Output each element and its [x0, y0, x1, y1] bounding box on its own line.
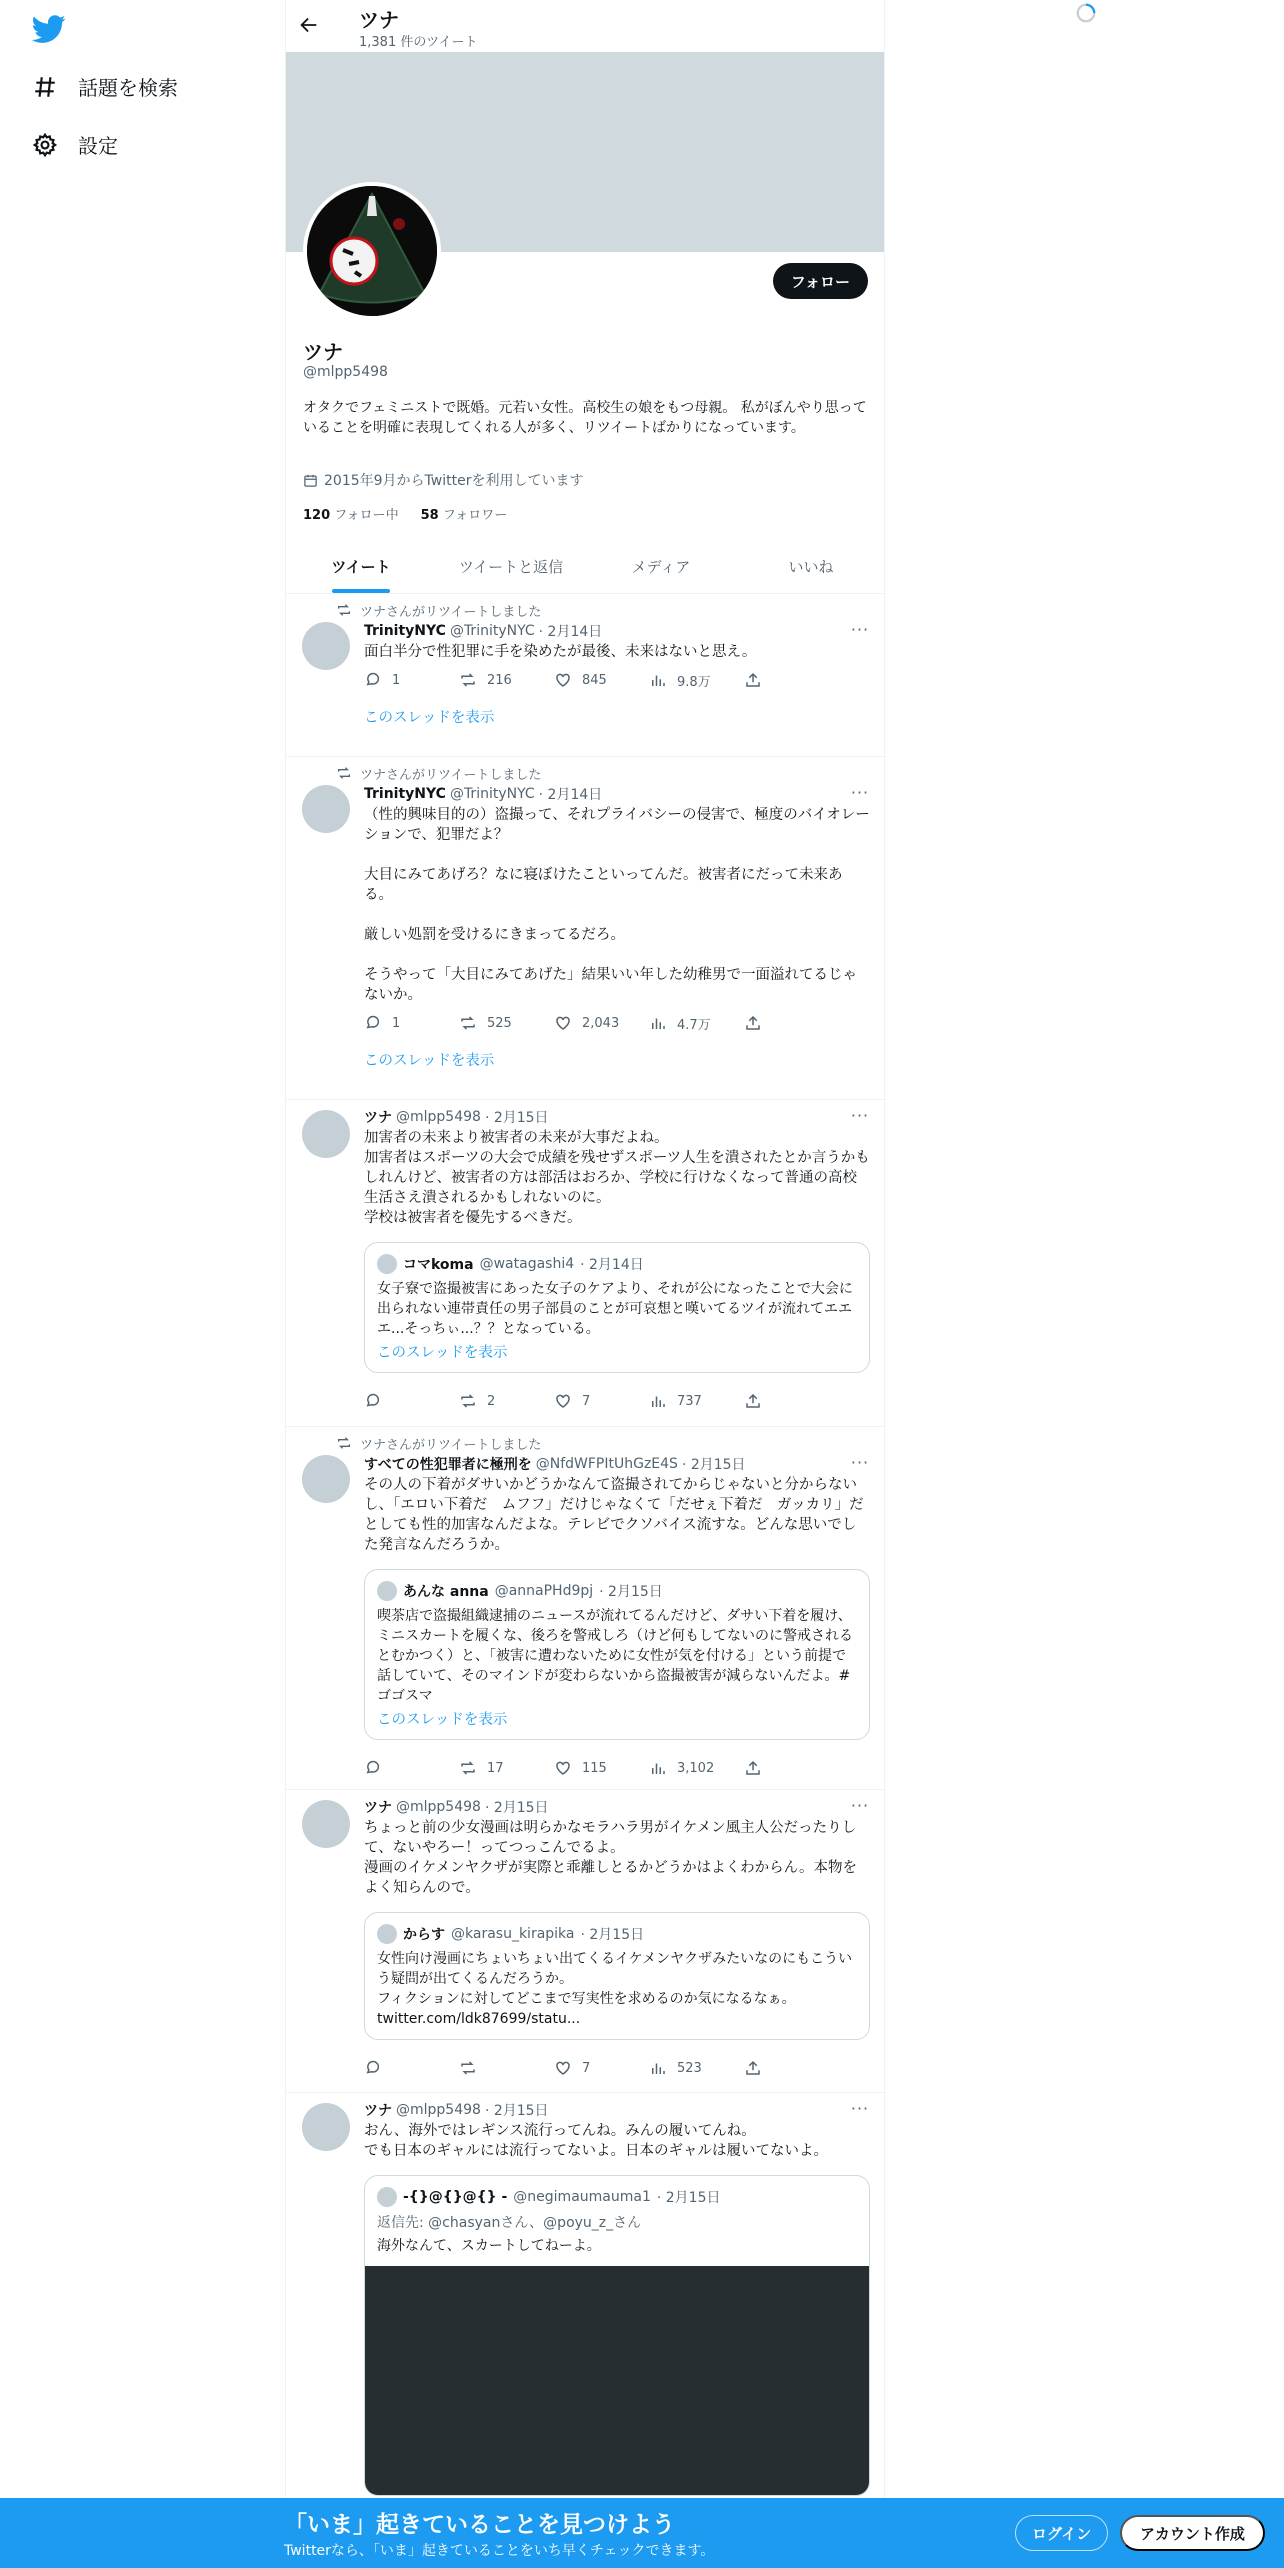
timeline: [286, 594, 885, 2500]
quote-date: · 2月15日: [580, 1927, 645, 1943]
retweet-icon: [459, 1759, 477, 1777]
quote-avatar: [377, 1924, 397, 1944]
onigiri-avatar-image: [307, 186, 437, 316]
followers-link[interactable]: [421, 504, 508, 523]
retweet-button[interactable]: [459, 1759, 554, 1777]
follow-button[interactable]: フォロー: [773, 263, 868, 299]
tweet-author-handle[interactable]: @NfdWFPItUhGzE4S: [535, 1456, 678, 1472]
profile-joined: [303, 470, 583, 490]
signup-banner: [0, 2498, 1284, 2568]
tweet-author-handle[interactable]: @TrinityNYC: [449, 786, 535, 802]
quote-text: 女性向け漫画にちょいちょい出てくるイケメンヤクザみたいなのにもこういう疑問が出てくるんだろうか。 フィクションに対してどこまで写実性を求めるのか気になるなぁ。: [377, 1951, 853, 2007]
gear-icon: [32, 132, 58, 158]
loading-spinner-icon: [1075, 2, 1097, 24]
login-button[interactable]: ログイン: [1015, 2515, 1108, 2551]
quote-reply-to: 返信先: @chasyanさん、@poyu_z_さん: [377, 2215, 642, 2231]
retweet-button[interactable]: [459, 1392, 554, 1410]
quote-author-handle: @karasu_kirapika: [451, 1926, 575, 1942]
retweet-icon: [336, 602, 352, 618]
tweet-text: その人の下着がダサいかどうかなんて盗撮されてからじゃないと分からないし、「エロい下着だ ムフフ」だけじゃなくて「だせぇ下着だ ガッカリ」だとしても性的加害なんだよな。テレビでクソバイス流すな。どんな思いでした発言なんだろうか。: [364, 1477, 864, 1553]
retweet-icon: [336, 765, 352, 781]
following-count: 120: [303, 508, 331, 523]
views-button[interactable]: [649, 2059, 744, 2077]
share-icon: [744, 2059, 762, 2077]
twitter-bird-icon[interactable]: [32, 12, 66, 46]
tweet-author-handle[interactable]: @mlpp5498: [396, 1799, 481, 1815]
tweet-author-name[interactable]: TrinityNYC: [364, 786, 446, 802]
tweet-avatar[interactable]: [302, 1110, 350, 1158]
quote-date: · 2月15日: [599, 1584, 663, 1600]
quote-date: · 2月14日: [580, 1257, 644, 1273]
retweet-count: 525: [487, 1015, 512, 1031]
tweet-avatar[interactable]: [302, 2103, 350, 2151]
like-count: 845: [582, 672, 607, 688]
more-icon[interactable]: ···: [850, 1453, 870, 1472]
quote-author-handle: @watagashi4: [479, 1256, 575, 1272]
quote-avatar: [377, 1254, 397, 1274]
reply-icon: [364, 1014, 382, 1032]
heart-icon: [554, 1392, 572, 1410]
heart-icon: [554, 1759, 572, 1777]
retweet-label: ツナさんがリツイートしました: [360, 767, 542, 783]
reply-button[interactable]: [364, 671, 459, 689]
nav-explore-label: 話題を検索: [78, 76, 178, 100]
tab-likes[interactable]: いいね: [788, 558, 834, 576]
hashtag-icon: [32, 74, 58, 100]
share-button[interactable]: [744, 1392, 774, 1410]
view-count: 3,102: [677, 1760, 715, 1776]
retweet-button[interactable]: [459, 1014, 554, 1032]
tweet-avatar[interactable]: [302, 1455, 350, 1503]
quote-thread-link[interactable]: このスレッドを表示: [377, 1345, 508, 1361]
quote-header: [377, 1580, 857, 1602]
reply-button[interactable]: [364, 1014, 459, 1032]
calendar-icon: [303, 473, 318, 488]
retweet-label: ツナさんがリツイートしました: [360, 604, 542, 620]
tweet-author-name[interactable]: TrinityNYC: [364, 623, 446, 639]
tweet[interactable]: [286, 594, 885, 757]
tweet-header: [364, 783, 870, 805]
views-button[interactable]: [649, 671, 744, 690]
header-name: ツナ: [359, 8, 399, 32]
more-icon[interactable]: ···: [850, 2099, 870, 2118]
profile-name: ツナ: [303, 340, 343, 364]
tweet-actions: [364, 662, 870, 698]
show-thread-link[interactable]: このスレッドを表示: [364, 1052, 495, 1069]
retweet-icon: [336, 1435, 352, 1451]
view-count: 9.8万: [677, 674, 711, 690]
share-icon: [744, 671, 762, 689]
profile-joined-text: 2015年9月からTwitterを利用しています: [324, 473, 584, 489]
retweet-icon: [459, 2059, 477, 2077]
share-icon: [744, 1014, 762, 1032]
quote-author-name: -{}@{}@{} -: [403, 2189, 508, 2205]
nav-settings[interactable]: [32, 130, 118, 159]
heart-icon: [554, 2059, 572, 2077]
tab-media[interactable]: メディア: [631, 558, 691, 576]
tweet[interactable]: [286, 1100, 885, 1427]
analytics-icon: [649, 1014, 667, 1032]
tweet-date[interactable]: · 2月15日: [681, 1457, 746, 1473]
quote-thread-link[interactable]: このスレッドを表示: [377, 1712, 508, 1728]
profile-avatar[interactable]: [303, 182, 441, 320]
profile-header-bar: [286, 0, 884, 52]
quoted-tweet[interactable]: [364, 1569, 870, 1740]
more-icon[interactable]: ···: [850, 1106, 870, 1125]
like-button[interactable]: [554, 1759, 649, 1777]
tweet-author-handle[interactable]: @mlpp5498: [396, 2102, 481, 2118]
quote-text: 喫茶店で盗撮組織逮捕のニュースが流れてるんだけど、ダサい下着を履け、ミニスカートを履くな、後ろを警戒しろ（けど何もしてないのに警戒されるとむかつく）と、「被害に遭わないために女性が気を付ける」という前提で話していて、そのマインドが変わらないから盗撮被害が減らないんだよ。#ゴゴスマ: [377, 1608, 853, 1704]
heart-icon: [554, 1014, 572, 1032]
tweet[interactable]: [286, 1790, 885, 2093]
tab-tweets-replies[interactable]: ツイートと返信: [458, 558, 564, 576]
quote-avatar: [377, 2187, 397, 2207]
quote-author-handle: @negimaumauma1: [513, 2189, 651, 2205]
tweet-author-name[interactable]: ツナ: [364, 2103, 392, 2119]
tweet-header: [364, 2099, 870, 2121]
views-button[interactable]: [649, 1014, 744, 1033]
heart-icon: [554, 671, 572, 689]
reply-button[interactable]: [364, 1392, 459, 1410]
quote-header: [377, 2186, 857, 2208]
tweet-avatar[interactable]: [302, 622, 350, 670]
tweet-header: [364, 1796, 870, 1818]
more-icon[interactable]: ···: [850, 1796, 870, 1815]
like-button[interactable]: [554, 671, 649, 689]
retweet-count: 17: [487, 1760, 504, 1776]
retweet-count: 216: [487, 672, 512, 688]
retweet-button[interactable]: [459, 2059, 554, 2077]
retweet-icon: [459, 671, 477, 689]
retweet-indicator: [336, 600, 870, 620]
tweet-actions: [364, 1005, 870, 1041]
tweet-date[interactable]: · 2月15日: [484, 2103, 549, 2119]
tweet-actions: [364, 1383, 870, 1419]
views-button[interactable]: [649, 1392, 744, 1410]
quote-author-handle: @annaPHd9pj: [494, 1583, 594, 1599]
like-count: 7: [582, 1393, 591, 1409]
share-button[interactable]: [744, 671, 774, 689]
tweet-text: 加害者の未来より被害者の未来が大事だよね。 加害者はスポーツの大会で成績を残せずスポーツ人生を潰されたとか言うかもしれんけど、被害者の方は部活はおろか、学校に行けなくなって普通の高校生活さえ潰されるかもしれないのに。 学校は被害者を優先するべきだ。: [364, 1130, 870, 1226]
share-button[interactable]: [744, 1014, 774, 1032]
main-column: [285, 0, 885, 2500]
tweet-text: 面白半分で性犯罪に手を染めたが最後、未来はないと思え。: [364, 644, 757, 660]
profile-follow-stats: [303, 504, 507, 523]
followers-count: 58: [420, 508, 439, 523]
show-thread-link[interactable]: このスレッドを表示: [364, 709, 495, 726]
retweet-icon: [459, 1392, 477, 1410]
retweet-label: ツナさんがリツイートしました: [360, 1437, 542, 1453]
retweet-indicator: [336, 763, 870, 783]
view-count: 523: [677, 2060, 702, 2076]
following-link[interactable]: [303, 504, 399, 523]
quoted-tweet[interactable]: [364, 1242, 870, 1373]
signup-banner-title: 「いま」起きていることを見つけよう: [284, 2512, 675, 2538]
views-button[interactable]: [649, 1759, 744, 1777]
tweet-avatar[interactable]: [302, 785, 350, 833]
analytics-icon: [649, 2059, 667, 2077]
tweet[interactable]: [286, 1427, 885, 1790]
retweet-count: 2: [487, 1393, 496, 1409]
quote-text: 女子寮で盗撮被害にあった女子のケアより、それが公になったことで大会に出られない連帯責任の男子部員のことが可哀想と嘆いてるツイが流れてエエエ...そっちぃ...？？となっている。: [377, 1281, 853, 1337]
nav-explore[interactable]: [32, 72, 178, 101]
quoted-tweet[interactable]: [364, 1912, 870, 2040]
quote-media-image[interactable]: [364, 2266, 870, 2496]
tweet-date[interactable]: · 2月15日: [484, 1110, 549, 1126]
tweet-actions: [364, 2050, 870, 2086]
analytics-icon: [649, 1759, 667, 1777]
like-count: 2,043: [582, 1015, 620, 1031]
quote-text: 海外なんて、スカートしてねーよ。: [377, 2238, 601, 2254]
tweet-author-handle[interactable]: @mlpp5498: [396, 1109, 481, 1125]
tweet-author-name[interactable]: すべての性犯罪者に極刑を: [364, 1457, 532, 1473]
quote-header: [377, 1253, 857, 1275]
quote-url[interactable]: twitter.com/ldk87699/statu...: [377, 2011, 581, 2027]
analytics-icon: [649, 1392, 667, 1410]
more-icon[interactable]: ···: [850, 620, 870, 639]
reply-count: 1: [392, 1015, 401, 1031]
like-button[interactable]: [554, 1014, 649, 1032]
tweet-text: ちょっと前の少女漫画は明らかなモラハラ男がイケメン風主人公だったりして、ないやろー！ってつっこんでるよ。 漫画のイケメンヤクザが実際と乖離しとるかどうかはよくわからん。本物をよく知らんので。: [364, 1820, 857, 1896]
quoted-tweet[interactable]: [364, 2175, 870, 2496]
tweet-author-name[interactable]: ツナ: [364, 1800, 392, 1816]
analytics-icon: [649, 671, 667, 689]
profile-bio: オタクでフェミニストで既婚。元若い女性。高校生の娘をもつ母親。 私がぼんやり思っていることを明確に表現してくれる人が多く、リツイートばかりになっています。: [303, 400, 867, 436]
following-label: フォロー中: [334, 508, 399, 523]
tweet[interactable]: [286, 757, 885, 1100]
quote-header: [377, 1923, 857, 1945]
tweet-date[interactable]: · 2月14日: [538, 624, 603, 640]
like-button[interactable]: [554, 1392, 649, 1410]
view-count: 4.7万: [677, 1017, 711, 1033]
quote-author-name: コマkoma: [403, 1257, 474, 1273]
tweet-author-name[interactable]: ツナ: [364, 1110, 392, 1126]
tweet-author-handle[interactable]: @TrinityNYC: [449, 623, 535, 639]
retweet-icon: [459, 1014, 477, 1032]
tweet-header: [364, 1106, 870, 1128]
quote-author-name: あんな anna: [403, 1584, 489, 1600]
tweet-date[interactable]: · 2月14日: [538, 787, 603, 803]
tweet-date[interactable]: · 2月15日: [484, 1800, 549, 1816]
tweet-text: おん、海外ではレギンス流行ってんね。みんの履いてんね。 でも日本のギャルには流行ってないよ。日本のギャルは履いてないよ。: [364, 2123, 828, 2159]
quote-avatar: [377, 1581, 397, 1601]
signup-banner-subtitle: Twitterなら、「いま」起きていることをいち早くチェックできます。: [284, 2543, 715, 2559]
back-arrow-icon[interactable]: [298, 14, 320, 36]
tweet-text: （性的興味目的の）盗撮って、それプライバシーの侵害で、極度のバイオレーションで、犯罪だよ？ 大目にみてあげろ？なに寝ぼけたこといってんだ。被害者にだって未来ある。 厳しい処罰を受けるにきまってるだろ。 そうやって「大目にみてあげた」結果いい年した幼稚男で一面溢れてるじゃないか。: [364, 807, 870, 1003]
share-button[interactable]: [744, 2059, 774, 2077]
reply-icon: [364, 1759, 382, 1777]
quote-author-name: からす: [403, 1927, 445, 1943]
tweet-actions: [364, 1750, 870, 1786]
profile-tabs: [286, 540, 885, 594]
retweet-indicator: [336, 1433, 870, 1453]
retweet-button[interactable]: [459, 671, 554, 689]
view-count: 737: [677, 1393, 702, 1409]
like-count: 115: [582, 1760, 607, 1776]
header-tweet-count: 1,381 件のツイート: [359, 35, 478, 50]
signup-button[interactable]: アカウント作成: [1120, 2515, 1265, 2551]
tweet-header: [364, 1453, 870, 1475]
reply-icon: [364, 1392, 382, 1410]
share-icon: [744, 1392, 762, 1410]
quote-date: · 2月15日: [656, 2190, 721, 2206]
share-icon: [744, 1759, 762, 1777]
tweet-avatar[interactable]: [302, 1800, 350, 1848]
reply-icon: [364, 671, 382, 689]
reply-button[interactable]: [364, 2059, 459, 2077]
share-button[interactable]: [744, 1759, 774, 1777]
like-count: 7: [582, 2060, 591, 2076]
reply-button[interactable]: [364, 1759, 459, 1777]
tweet-header: [364, 620, 870, 642]
like-button[interactable]: [554, 2059, 649, 2077]
reply-icon: [364, 2059, 382, 2077]
more-icon[interactable]: ···: [850, 783, 870, 802]
reply-count: 1: [392, 672, 401, 688]
nav-settings-label: 設定: [78, 134, 118, 158]
tab-tweets[interactable]: ツイート: [286, 540, 436, 593]
profile-handle: @mlpp5498: [303, 364, 388, 380]
followers-label: フォロワー: [442, 508, 508, 523]
tweet[interactable]: [286, 2093, 885, 2500]
